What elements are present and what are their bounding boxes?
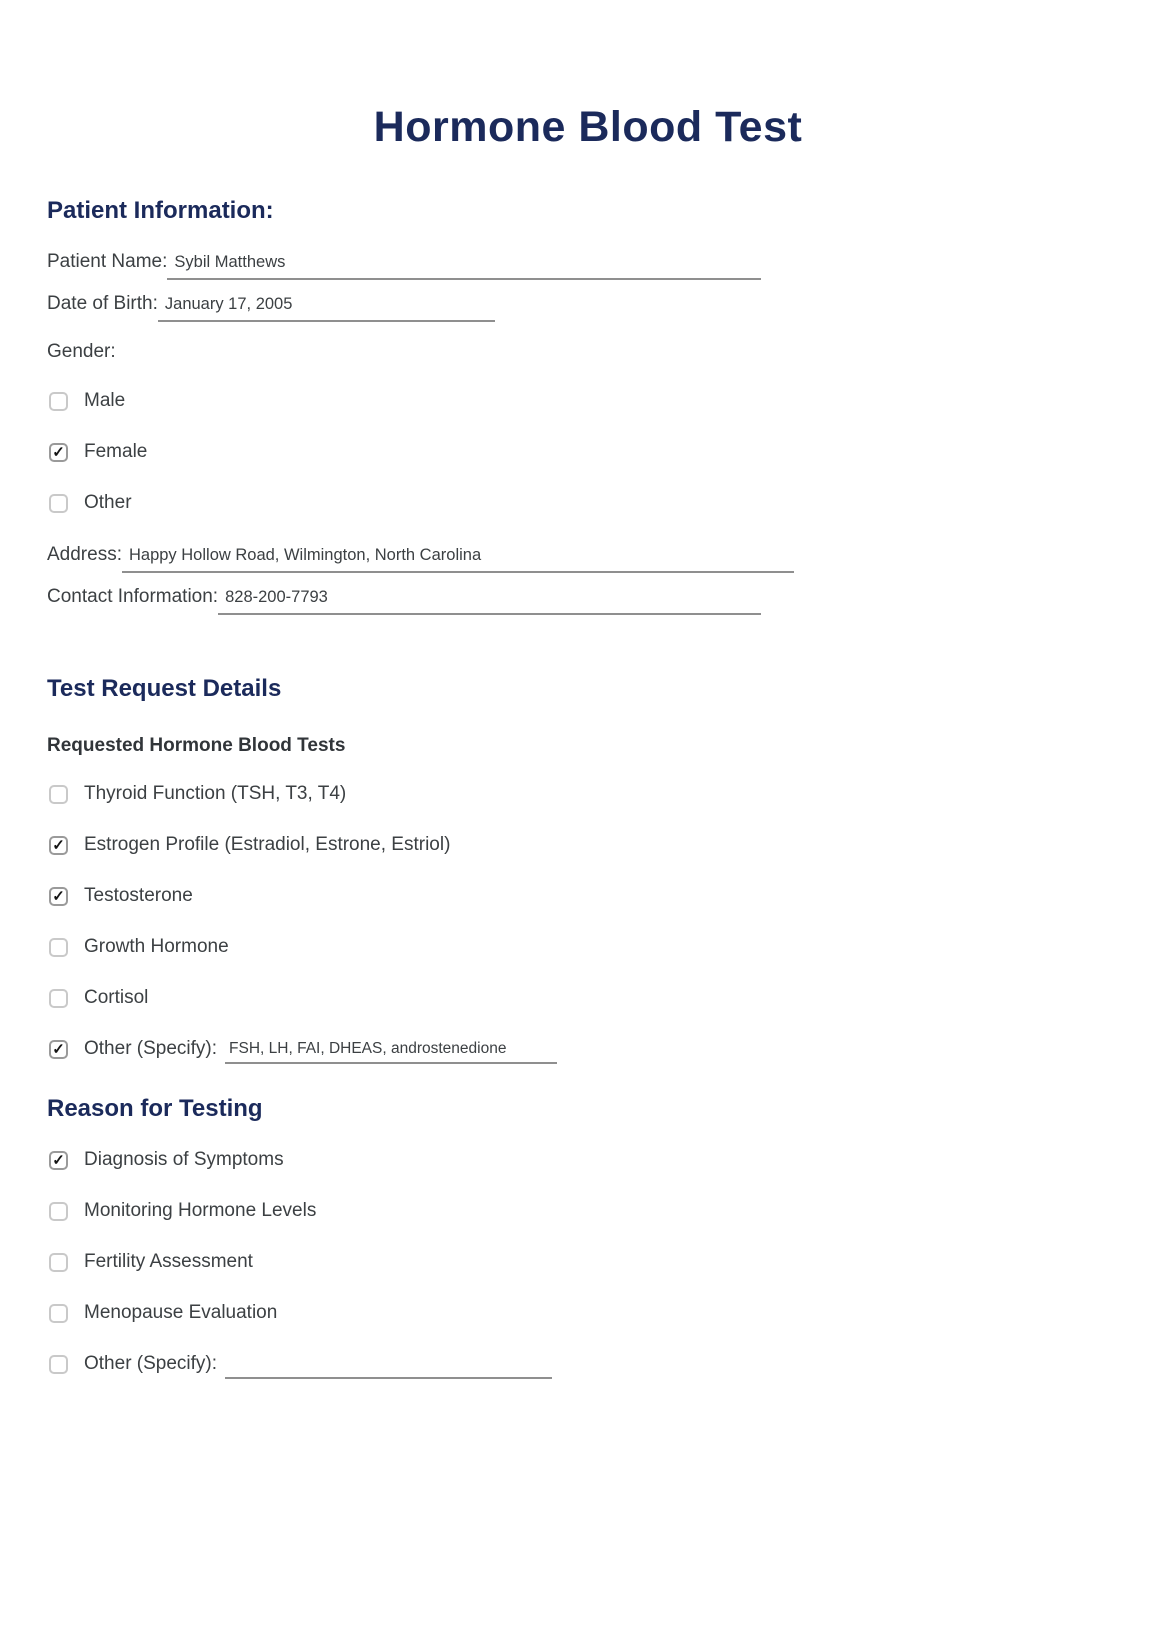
- gender-options: [47, 389, 1129, 515]
- checkbox-testosterone[interactable]: [49, 887, 68, 906]
- checkbox-male[interactable]: [49, 392, 68, 411]
- section-heading-patient-information: Patient Information:: [47, 197, 274, 224]
- contact-row: [47, 586, 1129, 615]
- gender-option-female: [47, 440, 1129, 464]
- patient-name-field[interactable]: Sybil Matthews: [167, 253, 761, 280]
- checkbox-other-gender[interactable]: [49, 494, 68, 513]
- reason-option-menopause: [47, 1301, 1129, 1325]
- page-title: Hormone Blood Test: [373, 103, 803, 151]
- checkbox-label: Monitoring Hormone Levels: [84, 1200, 317, 1221]
- date-of-birth-field[interactable]: January 17, 2005: [158, 295, 495, 322]
- checkbox-monitoring[interactable]: [49, 1202, 68, 1221]
- checkbox-label: Diagnosis of Symptoms: [84, 1149, 284, 1170]
- checkbox-fertility[interactable]: [49, 1253, 68, 1272]
- checkbox-label: Male: [84, 390, 126, 411]
- checkbox-label: Thyroid Function (TSH, T3, T4): [84, 783, 347, 804]
- address-label: Address:: [47, 544, 122, 565]
- subheading-requested-tests: Requested Hormone Blood Tests: [47, 735, 346, 756]
- other-reason-specify-field[interactable]: [225, 1373, 552, 1379]
- gender-label: Gender:: [47, 341, 116, 362]
- test-option-estrogen: [47, 833, 1129, 857]
- checkbox-growth-hormone[interactable]: [49, 938, 68, 957]
- test-option-other-specify: [47, 1037, 1129, 1061]
- checkbox-label: Testosterone: [84, 885, 193, 906]
- address-row: [47, 544, 1129, 573]
- checkbox-label: Other (Specify):: [84, 1353, 218, 1374]
- checkbox-label: Other (Specify):: [84, 1038, 218, 1059]
- checkbox-other-reason[interactable]: [49, 1355, 68, 1374]
- checkbox-label: Menopause Evaluation: [84, 1302, 278, 1323]
- section-heading-reason: Reason for Testing: [47, 1095, 263, 1122]
- gender-option-other: [47, 491, 1129, 515]
- reason-option-monitoring: [47, 1199, 1129, 1223]
- checkbox-menopause[interactable]: [49, 1304, 68, 1323]
- checkbox-label: Other: [84, 492, 132, 513]
- reason-option-other-specify: [47, 1352, 1129, 1376]
- checkbox-label: Cortisol: [84, 987, 149, 1008]
- reason-option-fertility: [47, 1250, 1129, 1274]
- test-option-cortisol: [47, 986, 1129, 1010]
- test-option-thyroid: [47, 782, 1129, 806]
- section-heading-test-request: Test Request Details: [47, 675, 282, 702]
- checkbox-female[interactable]: [49, 443, 68, 462]
- contact-field[interactable]: 828-200-7793: [218, 588, 761, 615]
- checkbox-label: Fertility Assessment: [84, 1251, 253, 1272]
- checkbox-label: Estrogen Profile (Estradiol, Estrone, Estriol): [84, 834, 451, 855]
- date-of-birth-label: Date of Birth:: [47, 293, 158, 314]
- reason-option-diagnosis: [47, 1148, 1129, 1172]
- other-test-specify-field[interactable]: FSH, LH, FAI, DHEAS, androstenedione: [225, 1040, 557, 1064]
- address-field[interactable]: Happy Hollow Road, Wilmington, North Carolina: [122, 546, 794, 573]
- checkbox-label: Growth Hormone: [84, 936, 229, 957]
- checkbox-diagnosis[interactable]: [49, 1151, 68, 1170]
- patient-name-label: Patient Name:: [47, 251, 168, 272]
- checkbox-other-test[interactable]: [49, 1040, 68, 1059]
- gender-option-male: [47, 389, 1129, 413]
- checkbox-estrogen[interactable]: [49, 836, 68, 855]
- test-option-testosterone: [47, 884, 1129, 908]
- test-option-growth-hormone: [47, 935, 1129, 959]
- date-of-birth-row: [47, 293, 1129, 322]
- contact-label: Contact Information:: [47, 586, 219, 607]
- checkbox-label: Female: [84, 441, 148, 462]
- checkbox-thyroid[interactable]: [49, 785, 68, 804]
- checkbox-cortisol[interactable]: [49, 989, 68, 1008]
- patient-name-row: [47, 251, 1129, 280]
